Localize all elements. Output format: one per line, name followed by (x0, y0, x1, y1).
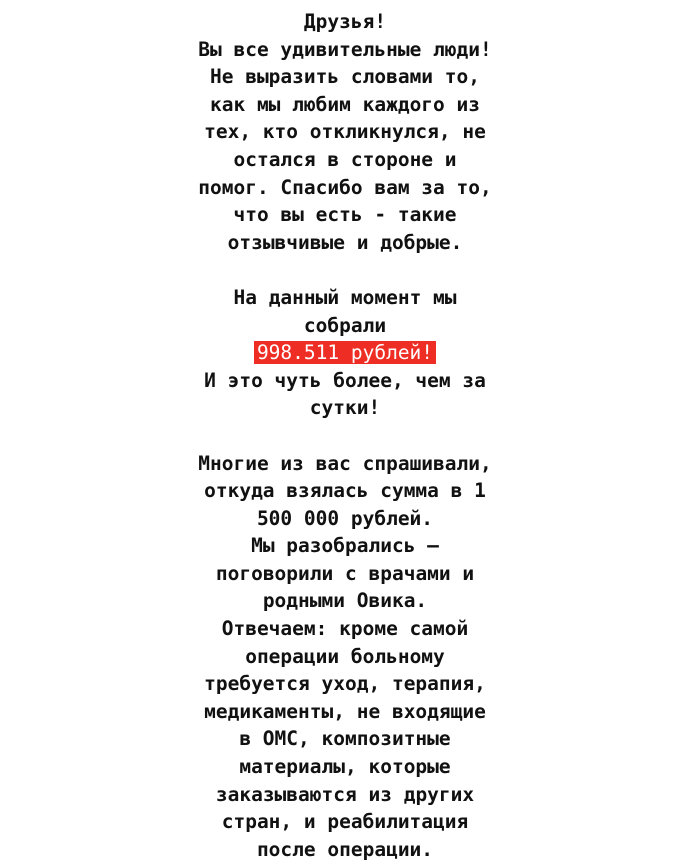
text-line: как мы любим каждого из (0, 91, 690, 119)
text-line: Мы разобрались – (0, 532, 690, 560)
text-line: в ОМС, композитные (0, 725, 690, 753)
paragraph-gap (0, 422, 690, 450)
text-line: сутки! (0, 394, 690, 422)
text-line: остался в стороне и (0, 146, 690, 174)
text-line: 500 000 рублей. (0, 505, 690, 533)
text-line: поговорили с врачами и (0, 560, 690, 588)
collected-paragraph (0, 284, 690, 422)
text-line: помог. Спасибо вам за то, (0, 174, 690, 202)
text-line: Друзья! (0, 8, 690, 36)
text-line: тех, кто откликнулся, не (0, 118, 690, 146)
text-line: откуда взялась сумма в 1 (0, 477, 690, 505)
text-line: материалы, которые (0, 753, 690, 781)
text-line: стран, и реабилитация (0, 808, 690, 836)
text-line: медикаменты, не входящие (0, 698, 690, 726)
text-line: собрали (0, 312, 690, 340)
explanation-paragraph (0, 450, 690, 863)
text-line: Отвечаем: кроме самой (0, 615, 690, 643)
text-line: И это чуть более, чем за (0, 367, 690, 395)
text-line: Не выразить словами то, (0, 63, 690, 91)
thanks-paragraph (0, 8, 690, 256)
text-line: операции больному (0, 643, 690, 671)
text-line: Вы все удивительные люди! (0, 36, 690, 64)
amount-line (0, 339, 690, 367)
text-line: Многие из вас спрашивали, (0, 450, 690, 478)
text-line: заказываются из других (0, 781, 690, 809)
text-line: после операции. (0, 836, 690, 863)
paragraph-gap (0, 256, 690, 284)
text-line: отзывчивые и добрые. (0, 229, 690, 257)
collected-amount-highlight: 998.511 рублей! (254, 341, 436, 364)
text-line: родными Овика. (0, 587, 690, 615)
text-line: требуется уход, терапия, (0, 670, 690, 698)
text-line: На данный момент мы (0, 284, 690, 312)
text-line: что вы есть - такие (0, 201, 690, 229)
